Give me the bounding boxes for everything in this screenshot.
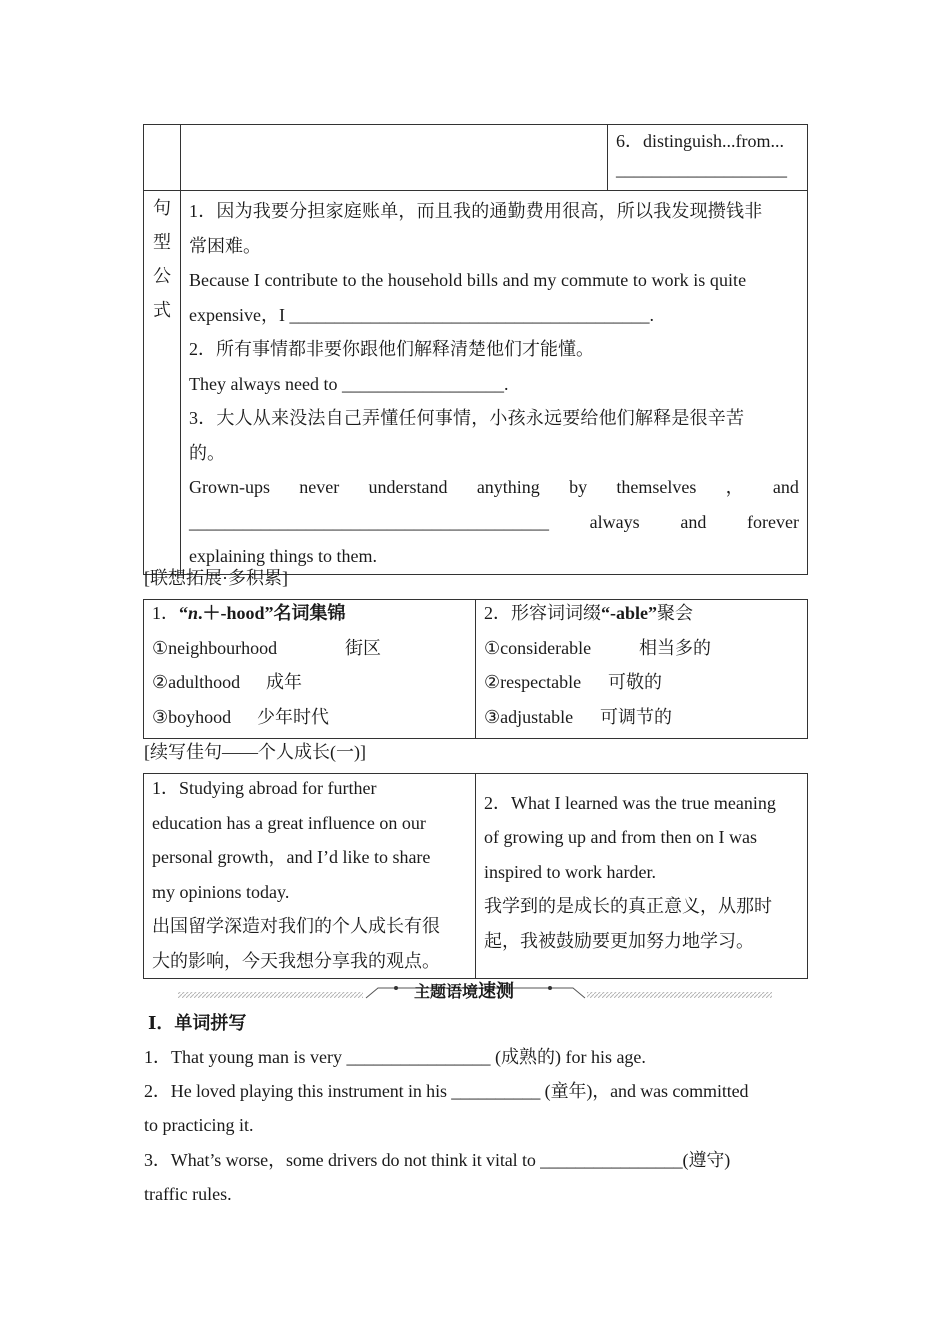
question-3: 3．What’s worse，some drivers do not think it vital to ________________(遵守) [144,1150,731,1170]
banner-title: 主题语境速测 [414,981,515,1002]
able-item: ②respectable 可敬的 [484,672,662,692]
continuation-heading: [续写佳句——个人成长(一)] [144,742,366,762]
sentence-1-en: Because I contribute to the household bills and my commute to work is quite [189,270,747,290]
hood-title: 1．“n.＋-hood”名词集锦 [152,603,346,623]
section-label-cell [144,191,181,575]
question-2-cont: to practicing it. [144,1115,254,1135]
hood-item: ②adulthood 成年 [152,672,302,692]
sentence-1-cn: 1．因为我要分担家庭账单，而且我的通勤费用很高，所以我发现攒钱非 [189,201,763,221]
empty-content-cell [181,125,608,191]
question-2: 2．He loved playing this instrument in his __________ (童年)，and was committed [144,1081,749,1101]
question-3-cont: traffic rules. [144,1184,232,1204]
sentence-2-en: They always need to __________________. [189,373,509,394]
able-title: 2．形容词词缀“-able”聚会 [484,603,693,623]
section-label: 句 型 公 式 [153,198,171,320]
phrase-blank-6: ___________________ [616,159,787,179]
section-banner [178,978,772,1002]
sentence-2-cn: 2．所有事情都非要你跟他们解释清楚他们才能懂。 [189,339,594,359]
phrase-item-6: 6．distinguish...from... [616,131,785,151]
able-item: ①considerable 相当多的 [484,637,711,658]
sentence-example-1: 1．Studying abroad for further education has a great influence on our personal growth，and I’d like to share my opinions today. 出国留学深造对我们的个人成长有很 大的影响，今天我想分享我的观点。 [144,774,476,979]
phrase-cell [608,125,808,191]
exercise-section-title: Ⅰ．单词拼写 [148,1013,247,1033]
sentence-3-en: Grown-ups never understand anything by themselves ， and [189,477,799,497]
sentence-3-cn: 3．大人从来没法自己弄懂任何事情，小孩永远要给他们解释是很辛苦 [189,408,745,428]
hood-item: ③boyhood 少年时代 [152,706,329,727]
association-heading: [联想拓展·多积累] [144,568,288,588]
able-cell [476,600,808,739]
association-table [143,599,808,739]
sentence-3-en-end: explaining things to them. [189,546,377,566]
continuation-table [143,773,808,979]
hood-cell [144,600,476,739]
able-item: ③adjustable 可调节的 [484,706,672,727]
empty-label-cell [144,125,181,191]
sentence-1-en-cont: expensive，I ________________________________________. [189,304,654,325]
question-1: 1．That young man is very ________________ (成熟的) for his age. [144,1047,646,1067]
sentence-3-cn-cont: 的。 [189,442,225,463]
sentence-3-en-cont: ________________________________________ always and forever [189,511,799,532]
sentence-example-2: 2．What I learned was the true meaning of growing up and from then on I was inspired to work harder. 我学到的是成长的真正意义，从那时 起，我被鼓励要更加努力地学习。 [476,774,808,979]
sentence-1-cn-cont: 常困难。 [189,235,261,256]
hood-item: ①neighbourhood 街区 [152,637,381,658]
sentence-pattern-table [143,124,808,575]
sentence-content-cell [181,191,808,575]
